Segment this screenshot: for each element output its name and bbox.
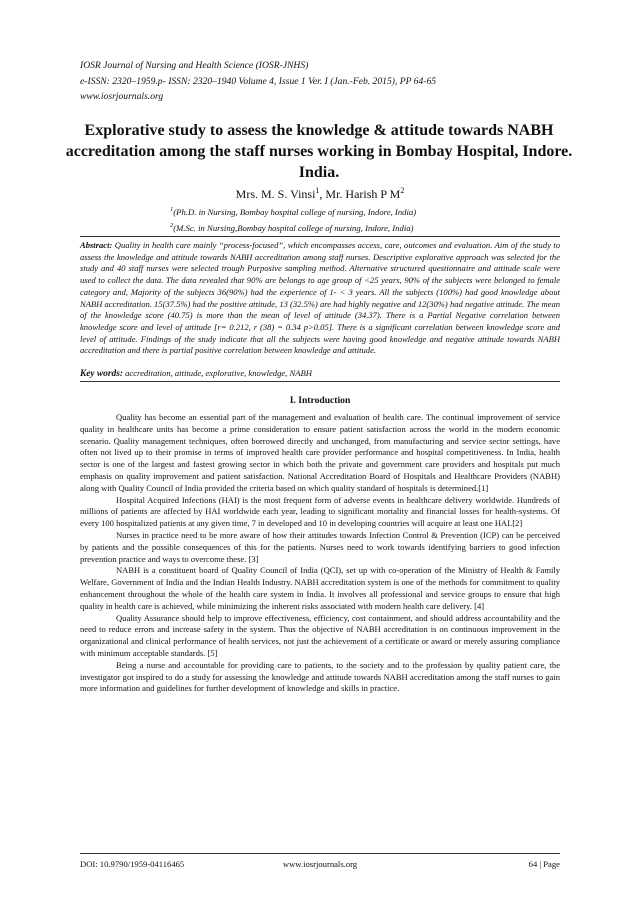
affiliation-1-sup: 1 — [170, 206, 174, 213]
abstract-text: Quality in health care mainly “process-focused”, which encompasses access, care, outcomes and evaluation. Aim of the study to assess the knowledge and attitude towards NABH accreditation among staff nurses. Descriptive explorative approach was selected for the study and 40 staff nurses were selected trough Purposive sampling method. Alternative structured questionnaire and attitude scale were used to collect the data. The data revealed that 90% are belongs to age group of <25 years, 90% of the subjects were belonged to female category and, Majority of the subjects 36(90%) had the experience of 1- < 3 years. All the subjects (100%) had good knowledge about NABH accreditation. 15(37.5%) had the positive attitude, 13 (32.5%) are had highly negative and 12(30%) had negative attitude. The mean of the knowledge score (40.75) is more than the mean of level of attitude (34.37). There is a Partial Negative correlation between knowledge score and level of attitude [r= 0.212, r (38) = 0.34 p>0.05]. There is a significant correlation between knowledge score and level of attitude. Findings of the study indicate that all the subjects were having good knowledge and negative attitude towards NABH accreditation and there is partial positive correlation between knowledge and attitude. — [80, 240, 560, 356]
paragraph: Being a nurse and accountable for providing care to patients, to the society and to the profession by quality patient care, the investigator got inspired to do a study for assessing the knowledge and attitude towards NABH accreditation among the staff nurses to gain more information and guidelines for further development of knowledge and skills in practice. — [80, 659, 560, 694]
divider-bottom — [80, 381, 560, 382]
journal-issn: e-ISSN: 2320–1959.p- ISSN: 2320–1940 Volume 4, Issue 1 Ver. I (Jan.-Feb. 2015), PP 64-65 — [80, 75, 437, 87]
affiliations — [170, 203, 550, 235]
abstract-label: Abstract: — [80, 240, 113, 250]
keywords-label: Key words: — [80, 369, 123, 379]
author-line — [80, 183, 560, 202]
paragraph: Hospital Acquired Infections (HAI) is the most frequent form of adverse events in healthcare delivery worldwide. Hundreds of millions of patients are affected by HAI worldwide each year, leading to significant mortality and financial losses for health-systems. Of every 100 hospitalized patients at any given time, 7 in developed and 10 in developing countries will acquire at least one HAI.[2] — [80, 494, 560, 529]
paragraph: NABH is a constituent board of Quality Council of India (QCI), set up with co-operation of the Ministry of Health & Family Welfare, Government of India and the Indian Health Industry. NABH accreditation system is one of the methods for commitment to quality enhancement throughout the whole of the health care system in India. It involves all professional and service groups to ensure that high quality in health care is achieved, while minimizing the inherent risks associated with modern health care delivery. [4] — [80, 565, 560, 611]
affiliation-1-text: (Ph.D. in Nursing, Bombay hospital college of nursing, Indore, India) — [173, 206, 417, 217]
affiliation-2 — [170, 219, 550, 235]
affiliation-2-text: (M.Sc. in Nursing,Bombay hospital college of nursing, Indore, India) — [173, 222, 414, 233]
introduction-body — [80, 412, 560, 695]
divider-top — [80, 236, 560, 237]
author-1: Mrs. M. S. Vinsi — [235, 187, 316, 201]
journal-header — [80, 58, 560, 105]
section-heading: I. Introduction — [289, 395, 351, 406]
footer-doi: DOI: 10.9790/1959-04116465 — [80, 859, 185, 869]
author-separator: , — [319, 187, 326, 201]
footer-divider — [80, 853, 560, 854]
paragraph: Quality has become an essential part of the management and evaluation of health care. The continual improvement of service quality in healthcare units has become a prime consideration to ensure patient satisfaction across the world in the modern economic scenario. Quality management techniques, often borrowed directly and unchanged, from manufacturing and service sector settings, have often not lived up to their promise in terms of improved health care provider performance and hospital competitiveness. In India, health sector is one of the largest and fastest growing sector in which both the private and government care providers and hospitals put much emphasis on quality improvement and patient satisfaction. National Accreditation Board of Hospitals and Healthcare Providers (NABH) along with Quality Council of India provided the criteria based on which quality standard of hospitals is determined.[1] — [80, 412, 560, 493]
paper-title: Explorative study to assess the knowledge & attitude towards NABH accreditation among the staff nurses working in Bombay Hospital, Indore. India. — [65, 122, 573, 181]
abstract — [80, 240, 560, 357]
affiliation-1 — [170, 203, 550, 219]
paragraph: Nurses in practice need to be more aware of how their attitudes towards Infection Control & Prevention (ICP) can be perceived by patients and the possible consequences of this for the patients. Nurses need to work towards identifying barriers to good infection prevention practice and ways to overcome these. [3] — [80, 529, 560, 564]
keywords-text: accreditation, attitude, explorative, knowledge, NABH — [125, 368, 312, 378]
paragraph: Quality Assurance should help to improve effectiveness, efficiency, cost containment, and should address accountability and the need to reduce errors and increase safety in the system. Thus the objective of NABH accreditation is on continuous improvement in the organizational and clinical performance of health services, not just the achievement of a certificate or award or merely assuring compliance with minimum acceptable standards. [5] — [80, 612, 560, 658]
keywords — [80, 367, 560, 380]
journal-name: IOSR Journal of Nursing and Health Science (IOSR-JNHS) — [80, 60, 309, 71]
affiliation-2-sup: 2 — [170, 221, 174, 229]
footer-page-number: 64 | Page — [528, 859, 560, 869]
footer-site: www.iosrjournals.org — [282, 859, 358, 869]
author-1-sup: 1 — [315, 186, 320, 195]
author-2: Mr. Harish P M — [325, 187, 401, 201]
author-2-sup: 2 — [400, 186, 405, 195]
journal-url: www.iosrjournals.org — [80, 91, 164, 102]
